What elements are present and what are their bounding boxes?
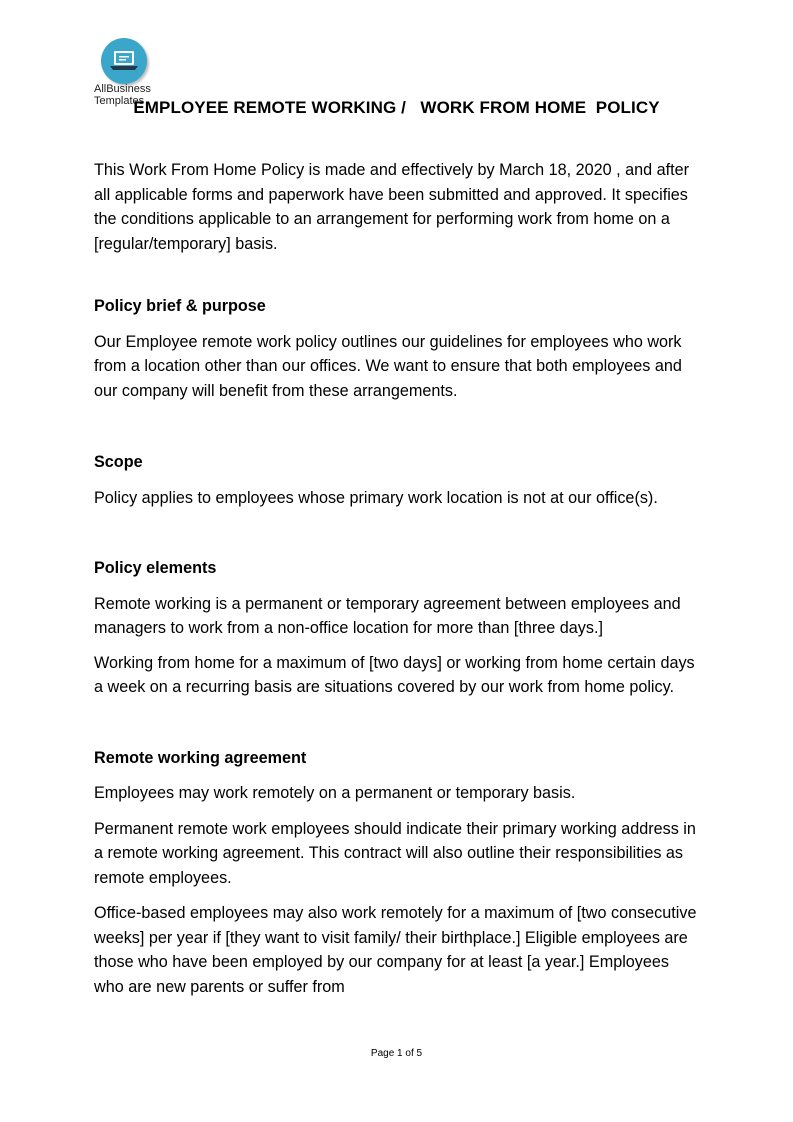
document-body (94, 158, 700, 999)
section-heading-scope: Scope (94, 453, 143, 471)
intro-paragraph: This Work From Home Policy is made and effectively by March 18, 2020 , and after all applicable forms and paperwork have been submitted and approved. It specifies the conditions applicable to an arrangement for performing work from home on a [regular/temporary] basis. (94, 161, 689, 253)
section-heading-brief: Policy brief & purpose (94, 297, 266, 315)
brief-paragraph: Our Employee remote work policy outlines our guidelines for employees who work from a location other than our offices. We want to ensure that both employees and our company will benefit from these arrangements. (94, 332, 682, 400)
document-title: EMPLOYEE REMOTE WORKING / WORK FROM HOME POLICY (133, 98, 660, 117)
elements-paragraph-1: Remote working is a permanent or temporary agreement between employees and managers to work from a non-office location for more than [three days.] (94, 594, 681, 637)
section-heading-elements: Policy elements (94, 559, 217, 577)
scope-paragraph: Policy applies to employees whose primary work location is not at our office(s). (94, 488, 658, 507)
agreement-paragraph-1: Employees may work remotely on a permanent or temporary basis. (94, 784, 576, 802)
elements-paragraph-2: Working from home for a maximum of [two days] or working from home certain days a week on a recurring basis are situations covered by our work from home policy. (94, 653, 695, 696)
logo-text: AllBusiness Templates (94, 83, 151, 107)
agreement-paragraph-3: Office-based employees may also work remotely for a maximum of [two consecutive weeks] per year if [they want to visit family/ their birthplace.] Eligible employees are those who have been employed by our company for at least [a year.] Employees who are new parents or suffer from (94, 904, 697, 996)
agreement-paragraph-2: Permanent remote work employees should indicate their primary working address in a remote working agreement. This contract will also outline their responsibilities as remote employees. (94, 819, 696, 887)
page-number: Page 1 of 5 (370, 1048, 423, 1059)
section-heading-agreement: Remote working agreement (94, 748, 307, 767)
laptop-icon (101, 38, 147, 84)
